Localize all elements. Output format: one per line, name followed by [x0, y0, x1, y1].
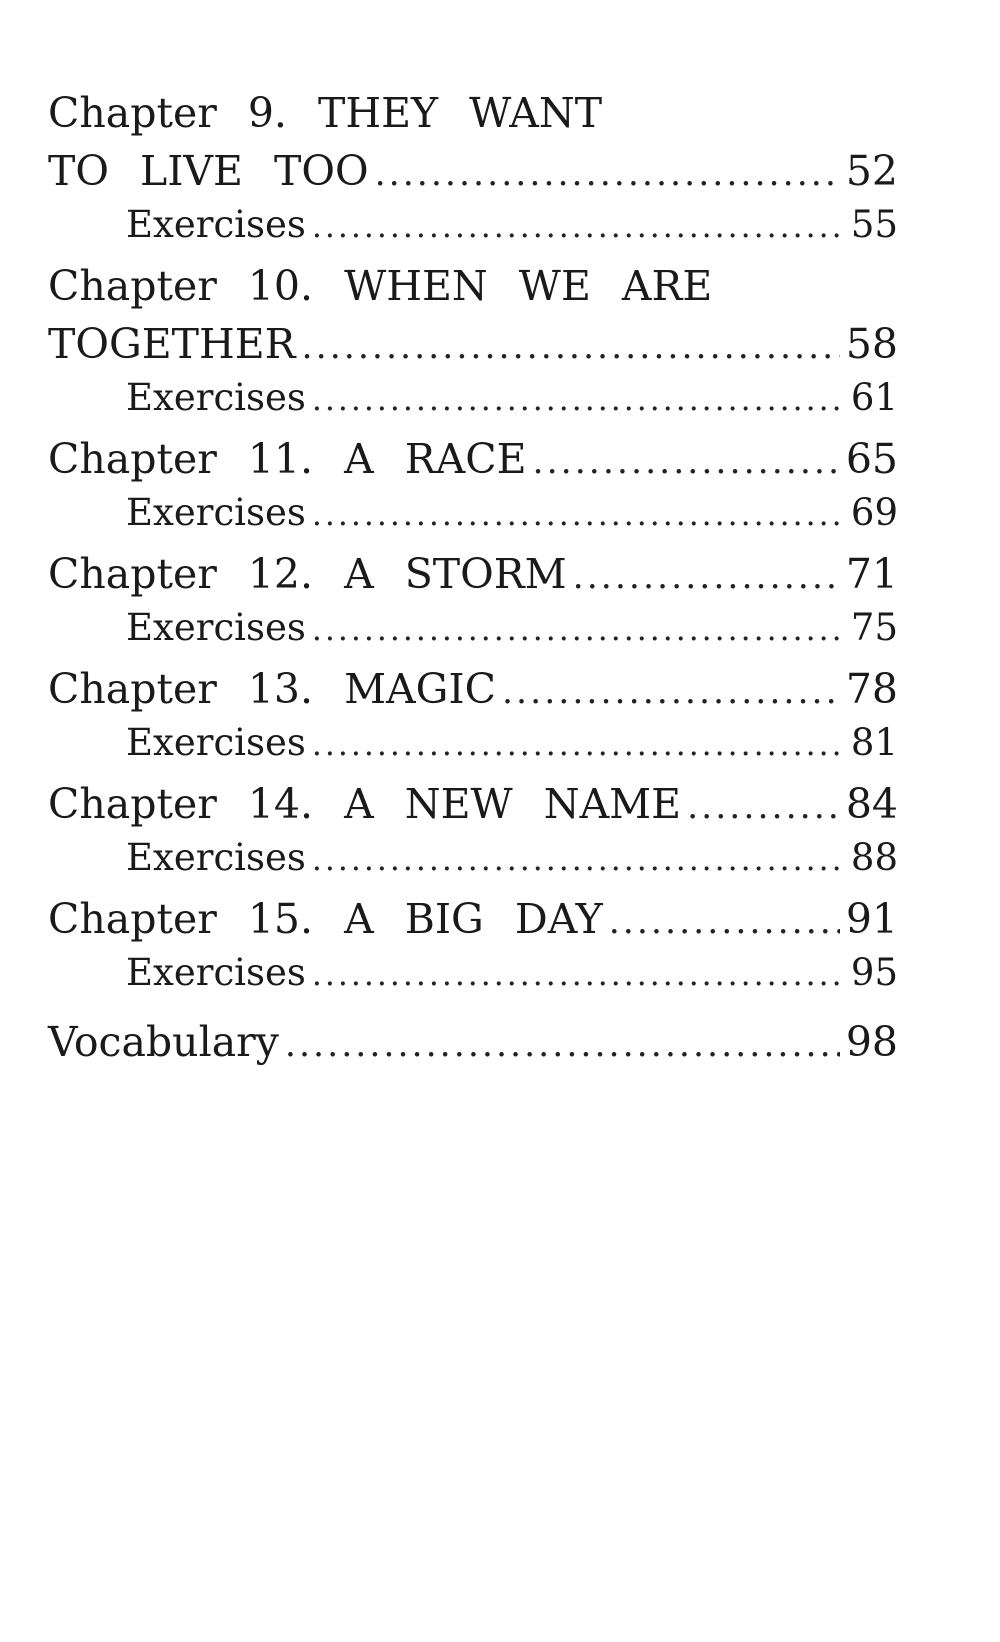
dot-leader [609, 893, 840, 951]
toc-entry-title: Exercises [126, 951, 306, 994]
dot-leader [375, 145, 840, 203]
toc-entry-chapter-15 [48, 890, 898, 948]
toc-entry-title: Exercises [126, 836, 306, 879]
toc-page-number: 61 [850, 376, 898, 419]
toc-page-number: 81 [850, 721, 898, 764]
dot-leader [533, 433, 840, 491]
dot-leader [312, 490, 845, 540]
toc-page-number: 84 [845, 780, 898, 828]
toc-entry-exercises [48, 488, 898, 545]
dot-leader [285, 1016, 840, 1074]
toc-page-number: 69 [850, 491, 898, 534]
toc-page-number: 65 [845, 435, 898, 483]
toc-entry-exercises [48, 603, 898, 660]
toc-entry-title: Exercises [126, 376, 306, 419]
toc-page-number: 88 [850, 836, 898, 879]
dot-leader [312, 950, 845, 1000]
dot-leader [573, 548, 840, 606]
toc-entry-exercises [48, 833, 898, 890]
toc-entry-chapter-13 [48, 660, 898, 718]
toc-chapter-9-title-line [48, 84, 898, 142]
toc-chapter-10-title-line [48, 257, 898, 315]
dot-leader [687, 778, 840, 836]
dot-leader [302, 318, 840, 376]
toc-entry-title: Exercises [126, 606, 306, 649]
toc-entry-title: Exercises [126, 491, 306, 534]
toc-page-number: 71 [845, 550, 898, 598]
toc-page-number: 95 [850, 951, 898, 994]
toc-entry-exercises [48, 373, 898, 430]
toc-entry-exercises [48, 718, 898, 775]
dot-leader [312, 375, 845, 425]
toc-entry-vocabulary [48, 1013, 898, 1071]
toc-page-number: 52 [845, 147, 898, 195]
dot-leader [312, 605, 845, 655]
toc-entry-title: Chapter 10. WHEN WE ARE [48, 262, 713, 310]
toc-page-number: 75 [850, 606, 898, 649]
toc-entry-title: Exercises [126, 203, 306, 246]
toc-entry-title: Exercises [126, 721, 306, 764]
toc-entry-title: TOGETHER [48, 320, 296, 368]
toc-entry-title: TO LIVE TOO [48, 147, 369, 195]
table-of-contents [48, 84, 898, 1071]
toc-entry-chapter-14 [48, 775, 898, 833]
toc-page-number: 91 [845, 895, 898, 943]
toc-page-number: 78 [845, 665, 898, 713]
toc-entry-exercises [48, 948, 898, 1005]
toc-entry-exercises [48, 200, 898, 257]
toc-page-number: 55 [850, 203, 898, 246]
dot-leader [312, 835, 845, 885]
toc-entry-title: Vocabulary [48, 1018, 279, 1066]
dot-leader [312, 720, 845, 770]
toc-entry-title: Chapter 13. MAGIC [48, 665, 496, 713]
dot-leader [502, 663, 840, 721]
toc-entry-chapter-9 [48, 142, 898, 200]
toc-entry-title: Chapter 9. THEY WANT [48, 89, 603, 137]
toc-page-number: 58 [845, 320, 898, 368]
toc-entry-title: Chapter 12. A STORM [48, 550, 567, 598]
toc-page-number: 98 [845, 1018, 898, 1066]
toc-entry-title: Chapter 15. A BIG DAY [48, 895, 603, 943]
toc-entry-chapter-10 [48, 315, 898, 373]
dot-leader [312, 202, 845, 252]
toc-entry-chapter-12 [48, 545, 898, 603]
toc-entry-title: Chapter 14. A NEW NAME [48, 780, 682, 828]
toc-entry-title: Chapter 11. A RACE [48, 435, 527, 483]
toc-entry-chapter-11 [48, 430, 898, 488]
